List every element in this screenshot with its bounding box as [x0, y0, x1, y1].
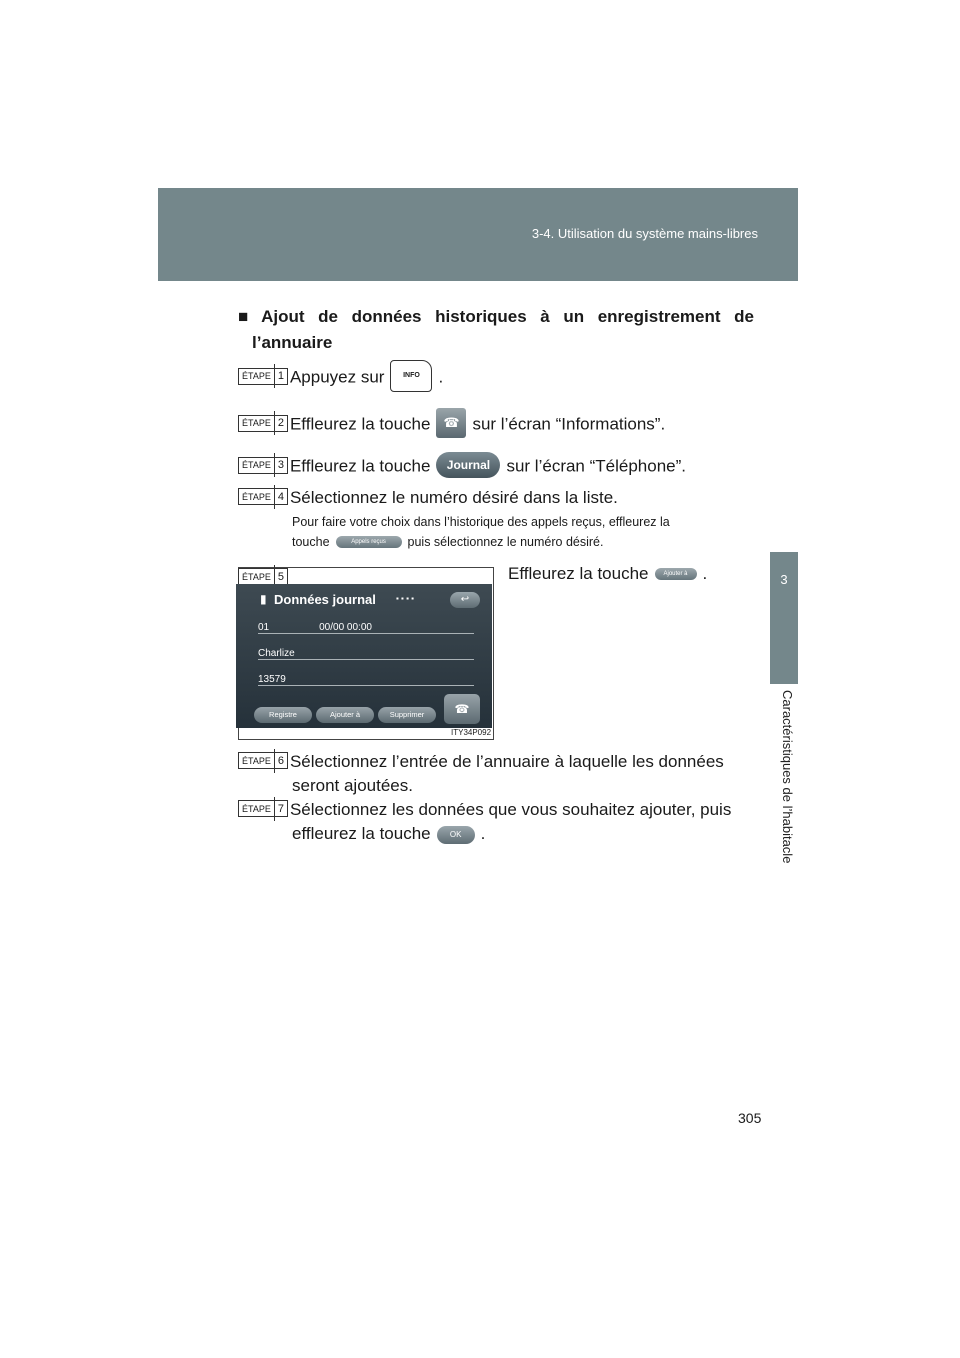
- ajouter-a-button[interactable]: Ajouter à: [316, 707, 374, 723]
- step-badge: ÉTAPE 3: [238, 457, 288, 474]
- note: Pour faire votre choix dans l’historique des appels reçus, effleurez la touche Appels reçus puis sélectionnez le numéro désiré.: [292, 515, 670, 549]
- step-7: ÉTAPE 7 Sélectionnez les données que vous souhaitez ajouter, puis effleurez la touche OK .: [238, 798, 754, 846]
- chapter-tab: [770, 552, 798, 684]
- title-line-1: Ajout de données historiques à un enregistrement de: [261, 307, 754, 326]
- step-4: [238, 486, 618, 510]
- step-text: Effleurez la touche: [289, 414, 431, 434]
- step-6: ÉTAPE 6 Sélectionnez l’entrée de l’annuaire à laquelle les données seront ajoutées.: [238, 750, 754, 798]
- ok-button[interactable]: OK: [437, 826, 475, 844]
- step-text: Appuyez sur: [289, 367, 385, 387]
- step-5-text: Effleurez la touche Ajouter à .: [508, 564, 708, 583]
- telephone-icon[interactable]: ☎: [436, 408, 466, 438]
- step-1: ÉTAPE 1 Appuyez sur INFO .: [238, 362, 443, 394]
- step-badge: ÉTAPE 5: [238, 568, 288, 585]
- header-band: [158, 188, 798, 281]
- page-number: 305: [738, 1110, 762, 1126]
- chapter-number: 3: [780, 572, 788, 587]
- supprimer-button[interactable]: Supprimer: [378, 707, 436, 723]
- call-icon[interactable]: ☎: [444, 694, 480, 724]
- registre-button[interactable]: Registre: [254, 707, 312, 723]
- phone-icon: ▮: [260, 592, 267, 606]
- figure-code: ITY34P092: [451, 728, 492, 737]
- row-date: 01 00/00 00:00: [258, 622, 474, 634]
- screen-title: Données journal: [274, 592, 376, 607]
- journal-button[interactable]: Journal: [436, 452, 500, 478]
- back-button[interactable]: ↩: [450, 592, 480, 608]
- section-title: [238, 304, 754, 356]
- step-text: Effleurez la touche: [289, 456, 431, 476]
- title-line-2: l’annuaire: [252, 333, 333, 352]
- section-heading: 3-4. Utilisation du système mains-libres: [531, 226, 758, 241]
- step-badge: ÉTAPE 4: [238, 488, 288, 505]
- step-3: ÉTAPE 3 Effleurez la touche Journal sur l’écran “Téléphone”.: [238, 454, 686, 480]
- ajouter-a-pill[interactable]: Ajouter à: [655, 568, 697, 580]
- step-text: Sélectionnez le numéro désiré dans la liste.: [289, 488, 618, 507]
- step-badge: ÉTAPE 2: [238, 415, 288, 432]
- step-text: Sélectionnez les données que vous souhaitez ajouter, puis: [289, 800, 732, 819]
- chapter-label: Caractéristiques de l’habitacle: [780, 690, 795, 864]
- call-log-screen: [236, 584, 492, 728]
- info-button[interactable]: INFO: [390, 360, 432, 392]
- row-number: 13579: [258, 674, 474, 686]
- status-icons: ▪ ▪ ▪ ▪: [396, 594, 415, 603]
- step-2: ÉTAPE 2 Effleurez la touche ☎ sur l’écran “Informations”.: [238, 410, 665, 440]
- appels-recus-button[interactable]: Appels reçus: [336, 536, 402, 548]
- step-badge: ÉTAPE 6: [238, 752, 288, 769]
- bullet-icon: ■: [238, 307, 258, 326]
- row-name: Charlize: [258, 648, 474, 660]
- step-badge: ÉTAPE 1: [238, 368, 288, 385]
- step-text: Sélectionnez l’entrée de l’annuaire à laquelle les données: [289, 752, 724, 771]
- step-badge: ÉTAPE 7: [238, 800, 288, 817]
